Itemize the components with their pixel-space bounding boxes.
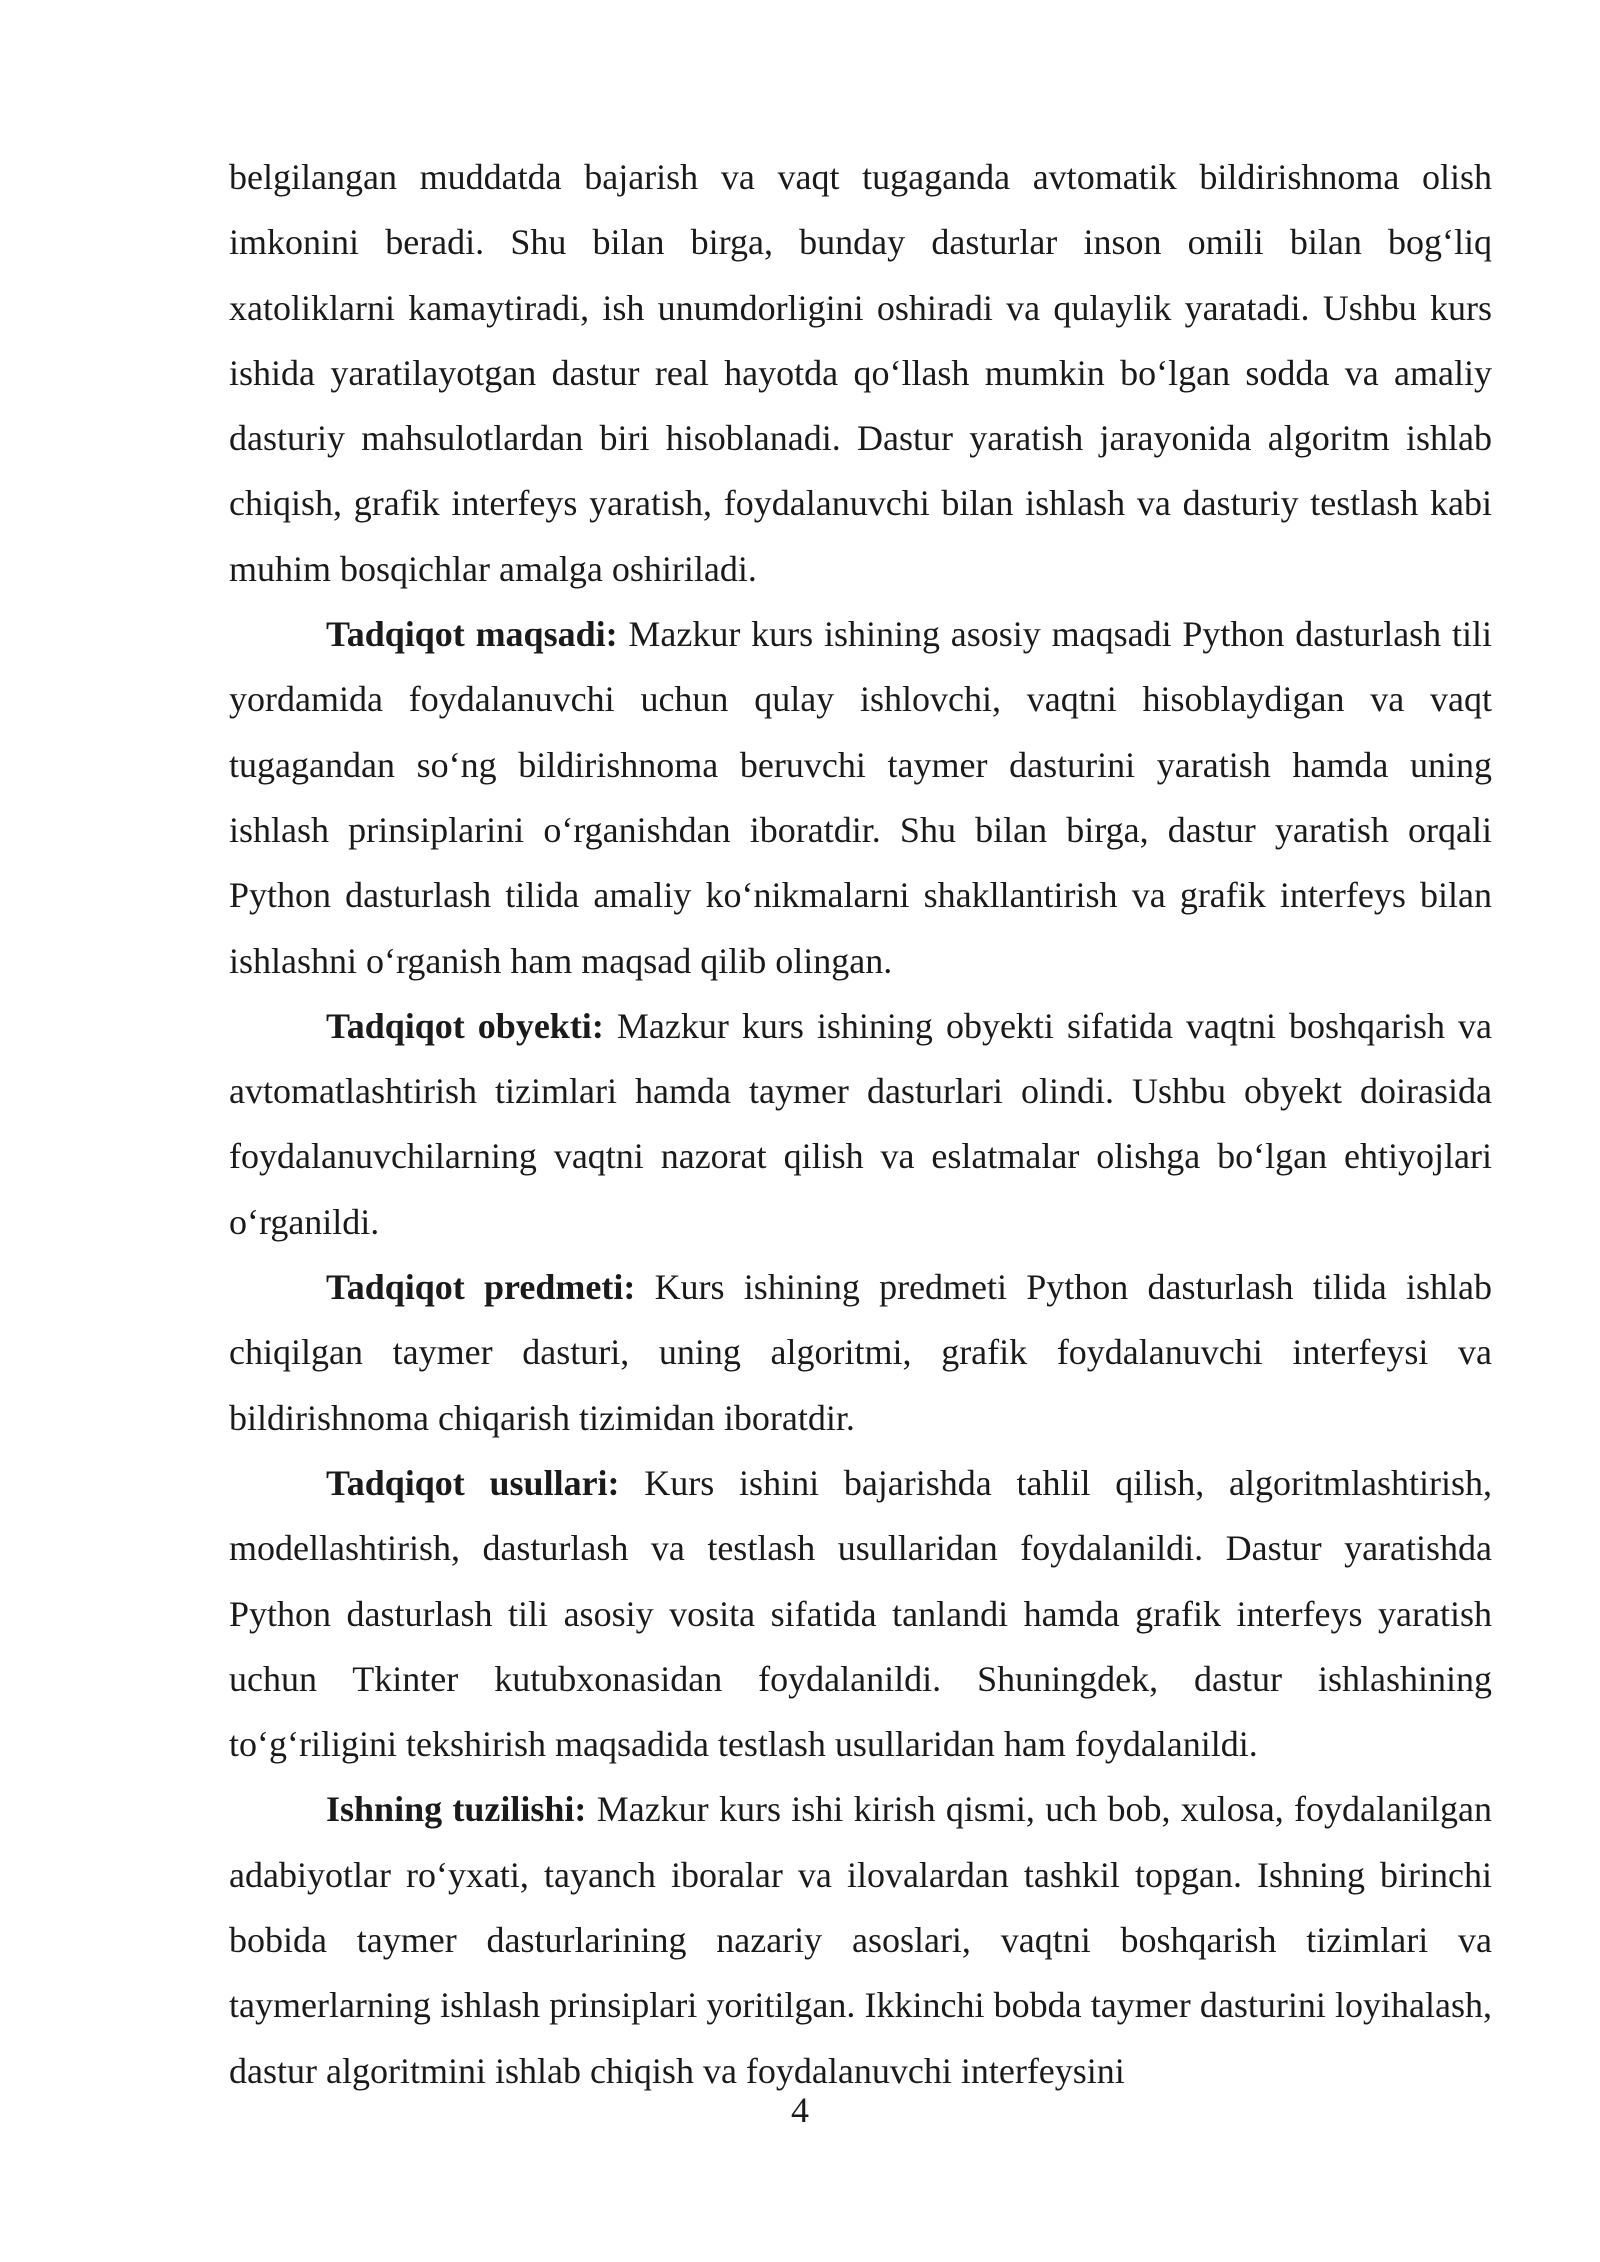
page-number: 4 — [791, 2090, 809, 2130]
text-research-goal: Mazkur kurs ishining asosiy maqsadi Python dasturlash tili yordamida foydalanuvchi uchun qulay ishlovchi, vaqtni hisoblaydigan va vaqt tugagandan so‘ng bildirishnoma beruvchi taymer dasturini yaratish hamda uning ishlash prinsiplarini o‘rganishdan iboratdir. Shu bilan birga, dastur yaratish orqali Python dasturlash tilida amaliy ko‘nikmalarni shakllantirish va grafik interfeys bilan ishlashni o‘rganish ham maqsad qilib olingan. — [229, 614, 1492, 981]
text-work-structure: Mazkur kurs ishi kirish qismi, uch bob, xulosa, foydalanilgan adabiyotlar ro‘yxati, tayanch iboralar va ilovalardan tashkil topgan. Ishning birinchi bobida taymer dasturlarining nazariy asoslari, vaqtni boshqarish tizimlari va taymerlarning ishlash prinsiplari yoritilgan. Ikkinchi bobda taymer dasturini loyihalash, dastur algoritmini ishlab chiqish va foydalanuvchi interfeysini — [229, 1789, 1492, 2091]
paragraph-research-object — [229, 994, 1492, 1255]
text-research-object: Mazkur kurs ishining obyekti sifatida vaqtni boshqarish va avtomatlashtirish tizimlari hamda taymer dasturlari olindi. Ushbu obyekt doirasida foydalanuvchilarning vaqtni nazorat qilish va eslatmalar olishga bo‘lgan ehtiyojlari o‘rganildi. — [229, 1005, 1492, 1242]
heading-research-subject: Tadqiqot predmeti: — [326, 1267, 636, 1308]
heading-work-structure: Ishning tuzilishi: — [326, 1789, 587, 1830]
text-research-subject: Kurs ishining predmeti Python dasturlash tilida ishlab chiqilgan taymer dasturi, uning algoritmi, grafik foydalanuvchi interfeysi va bildirishnoma chiqarish tizimidan iboratdir. — [229, 1267, 1492, 1438]
intro-paragraph: belgilangan muddatda bajarish va vaqt tugaganda avtomatik bildirishnoma olish imkonini beradi. Shu bilan birga, bunday dasturlar inson omili bilan bog‘liq xatoliklarni kamaytiradi, ish unumdorligini oshiradi va qulaylik yaratadi. Ushbu kurs ishida yaratilayotgan dastur real hayotda qo‘llash mumkin bo‘lgan sodda va amaliy dasturiy mahsulotlardan biri hisoblanadi. Dastur yaratish jarayonida algoritm ishlab chiqish, grafik interfeys yaratish, foydalanuvchi bilan ishlash va dasturiy testlash kabi muhim bosqichlar amalga oshiriladi. — [229, 157, 1492, 589]
text-research-methods: Kurs ishini bajarishda tahlil qilish, algoritmlashtirish, modellashtirish, dasturlash va testlash usullaridan foydalanildi. Dastur yaratishda Python dasturlash tili asosiy vosita sifatida tanlandi hamda grafik interfeys yaratish uchun Tkinter kutubxonasidan foydalanildi. Shuningdek, dastur ishlashining to‘g‘riligini tekshirish maqsadida testlash usullaridan ham foydalanildi. — [229, 1462, 1492, 1765]
paragraph-research-goal — [229, 602, 1492, 994]
paragraph-research-methods — [229, 1451, 1492, 1777]
paragraph-research-subject — [229, 1255, 1492, 1451]
heading-research-methods: Tadqiqot usullari: — [326, 1462, 620, 1503]
paragraph-work-structure — [229, 1777, 1492, 2103]
document-body — [229, 145, 1492, 2104]
heading-research-goal: Tadqiqot maqsadi: — [326, 614, 618, 655]
heading-research-object: Tadqiqot obyekti: — [326, 1005, 604, 1046]
